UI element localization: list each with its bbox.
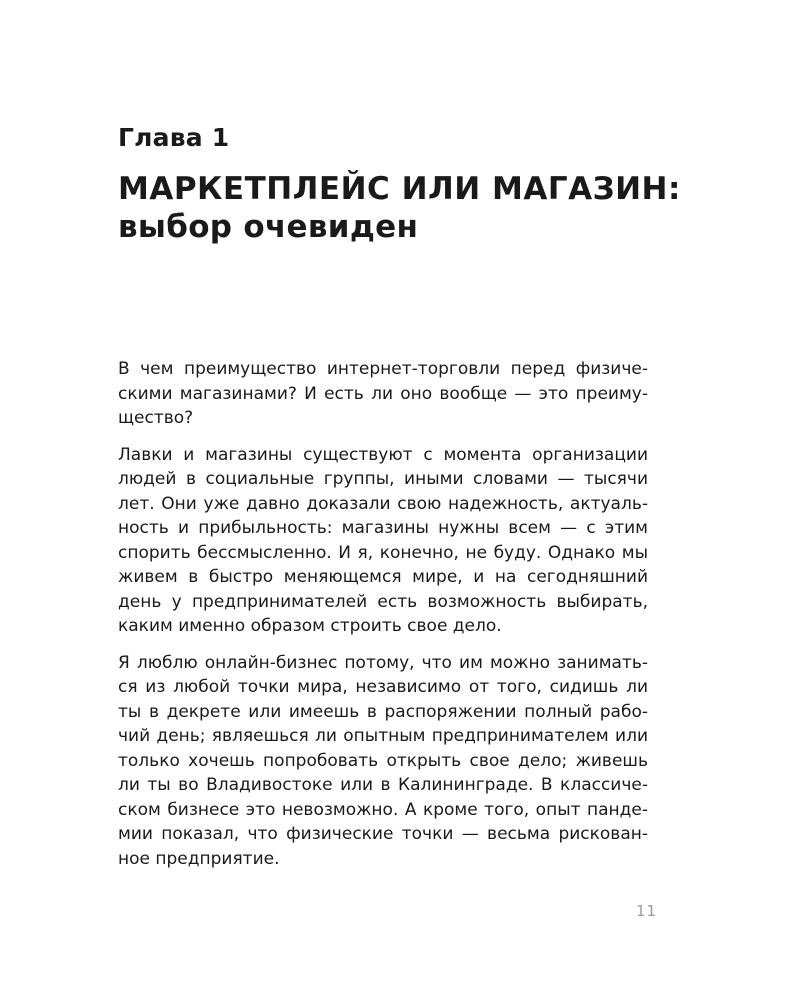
text-line: день у предпринимателей есть возможность выбирать, [118,591,648,612]
text-line: спорить бессмысленно. И я, конечно, не буду. Однако мы [118,542,648,563]
paragraph-3 [118,651,648,872]
text-line: ты в декрете или имеешь в распоряжении полный рабо- [118,701,648,722]
text-line: чий день; являешься ли опытным предпринимателем или [118,726,648,746]
text-line: каким именно образом строить свое дело. [118,616,502,636]
page-number: 11 [636,902,658,920]
text-line: В чем преимущество интернет-торговли перед физиче- [118,359,648,379]
chapter-title-line-2: выбор очевиден [118,209,419,245]
text-line: лет. Они уже давно доказали свою надежность, актуаль- [118,493,648,514]
body-text [118,357,648,883]
text-line: ли ты во Владивостоке или в Калининграде. В классиче- [118,775,648,795]
text-line: скими магазинами? И есть ли оно вообще — это преиму- [118,383,648,404]
chapter-title-line-1: МАРКЕТПЛЕЙС ИЛИ МАГАЗИН: [118,171,681,207]
chapter-title [118,170,681,246]
chapter-label: Глава 1 [118,123,230,152]
text-line: ность и прибыльность: магазины нужны всем — с этим [118,518,648,538]
text-line: ском бизнесе это невозможно. А кроме того, опыт панде- [118,799,648,820]
text-line: только хочешь попробовать открыть свое дело; живешь [118,750,648,771]
text-line: ся из любой точки мира, независимо от того, сидишь ли [118,677,648,697]
paragraph-1 [118,357,648,431]
text-line: Я люблю онлайн-бизнес потому, что им можно занимать- [118,652,648,673]
text-line: мии показал, что физические точки — весьма рискован- [118,824,648,844]
text-line: Лавки и магазины существуют с момента организации [118,444,648,465]
text-line: живем в быстро меняющемся мире, и на сегодняшний [118,567,648,587]
text-line: людей в социальные группы, иными словами — тысячи [118,469,648,489]
text-line: щество? [118,408,194,428]
text-line: ное предприятие. [118,848,280,869]
paragraph-2 [118,443,648,639]
